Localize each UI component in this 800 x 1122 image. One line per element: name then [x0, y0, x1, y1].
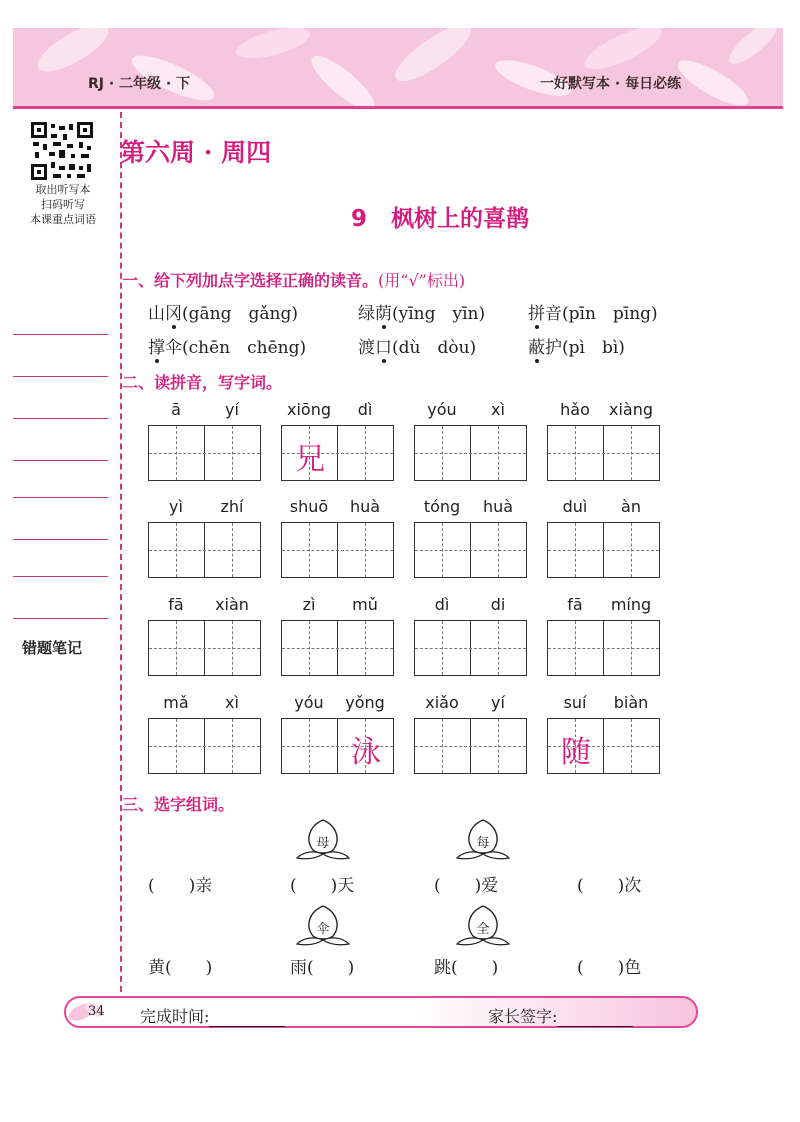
grid-guide: [548, 648, 659, 649]
pronunciation-item[interactable]: [358, 299, 485, 324]
page-number: 34: [88, 1004, 105, 1019]
pinyin-label: xiōng: [287, 400, 331, 419]
writing-grid[interactable]: [414, 620, 527, 676]
pinyin-label: zhí: [220, 497, 244, 516]
writing-grid[interactable]: [547, 620, 660, 676]
writing-grid[interactable]: [414, 425, 527, 481]
sidebar-divider: [120, 112, 122, 1012]
section1-hint: (用“√”标出): [378, 271, 466, 290]
writing-grid[interactable]: [148, 718, 261, 774]
fill-blank-word[interactable]: 黄( ): [148, 958, 213, 978]
pronunciation-item[interactable]: [148, 333, 306, 358]
pinyin-label: huà: [349, 497, 381, 516]
qr-caption-line: 本课重点词语: [30, 213, 96, 226]
pinyin-label: mǎ: [163, 693, 189, 712]
writing-grid[interactable]: [281, 620, 394, 676]
grid-guide: [149, 746, 260, 747]
grid-guide: [149, 648, 260, 649]
fill-blank-word[interactable]: ( )次: [577, 876, 642, 896]
lesson-title: [0, 200, 800, 233]
dotted-char: 冈: [165, 299, 182, 324]
pinyin-label: mǔ: [352, 595, 378, 614]
lesson-name: 枫树上的喜鹊: [391, 206, 529, 232]
dotted-char: 拼: [528, 299, 545, 324]
pinyin-label: ā: [171, 400, 181, 419]
word-char: 山: [148, 304, 165, 324]
note-line: [13, 618, 108, 619]
pinyin-label: tóng: [423, 497, 461, 516]
written-char: 随: [561, 735, 591, 770]
grid-guide: [415, 550, 526, 551]
pronunciation-item[interactable]: [358, 333, 476, 358]
written-char: 泳: [351, 735, 381, 770]
writing-grid[interactable]: [281, 425, 394, 481]
pinyin-label: xì: [225, 693, 239, 712]
section1-heading-text: 一、给下列加点字选择正确的读音。: [122, 271, 379, 290]
petal-pattern: [13, 28, 783, 106]
dotted-char: 荫: [375, 299, 392, 324]
peach-char-icon: [295, 818, 351, 862]
pinyin-options: (pīn pīng): [562, 304, 658, 324]
dotted-char: 口: [375, 333, 392, 358]
writing-grid[interactable]: [414, 522, 527, 578]
pinyin-options: (dù dòu): [392, 338, 477, 358]
pinyin-options: (pì bì): [562, 338, 625, 358]
pinyin-options: (chēn chēng): [182, 338, 307, 358]
grid-guide: [149, 453, 260, 454]
section1-heading: [122, 268, 465, 291]
fill-blank-word[interactable]: ( )色: [577, 958, 642, 978]
word-char: 伞: [165, 338, 182, 358]
dotted-char: 蔽: [528, 333, 545, 358]
note-line: [13, 376, 108, 377]
writing-grid[interactable]: [547, 425, 660, 481]
week-title: 第六周 · 周四: [120, 138, 272, 167]
grid-guide: [415, 648, 526, 649]
pinyin-label: hǎo: [560, 400, 590, 419]
pinyin-label: yóu: [294, 693, 324, 712]
writing-grid[interactable]: [148, 522, 261, 578]
pinyin-label: dì: [434, 595, 450, 614]
grid-guide: [415, 453, 526, 454]
qr-code-icon[interactable]: [31, 122, 93, 180]
pinyin-label: xiàn: [215, 595, 249, 614]
pinyin-label: fā: [567, 595, 583, 614]
pinyin-label: yóu: [427, 400, 457, 419]
pinyin-label: dì: [357, 400, 373, 419]
lesson-number: 9: [350, 206, 367, 232]
pinyin-label: duì: [562, 497, 588, 516]
note-line: [13, 418, 108, 419]
peach-char: 伞: [316, 922, 330, 937]
dotted-char: 撑: [148, 333, 165, 358]
parent-signature-field[interactable]: [557, 1010, 633, 1027]
pronunciation-item[interactable]: [528, 333, 625, 358]
word-char: 绿: [358, 304, 375, 324]
written-char: 兄: [295, 442, 325, 477]
header-banner: [13, 28, 783, 106]
fill-blank-word[interactable]: 雨( ): [290, 958, 355, 978]
fill-blank-word[interactable]: ( )爱: [434, 876, 499, 896]
note-line: [13, 460, 108, 461]
writing-grid[interactable]: [547, 718, 660, 774]
qr-caption-line: 扫码听写: [41, 198, 85, 211]
grid-guide: [282, 550, 393, 551]
error-notes-title: 错题笔记: [22, 639, 83, 657]
peach-char: 母: [316, 836, 330, 851]
fill-blank-word[interactable]: ( )天: [290, 876, 355, 896]
header-series: 一好默写本 · 每日必练: [540, 76, 682, 92]
peach-char-icon: [295, 904, 351, 948]
word-char: 音: [545, 304, 562, 324]
pinyin-options: (yīng yīn): [392, 304, 486, 324]
pinyin-label: di: [490, 595, 506, 614]
completion-time: [140, 1004, 285, 1027]
section3-heading: 三、选字组词。: [122, 795, 235, 814]
completion-time-label: 完成时间:: [140, 1007, 210, 1026]
pinyin-label: shuō: [289, 497, 329, 516]
pinyin-label: yí: [491, 693, 505, 712]
note-line: [13, 497, 108, 498]
pinyin-label: fā: [168, 595, 184, 614]
peach-char: 全: [476, 922, 490, 937]
writing-grid[interactable]: [148, 425, 261, 481]
pronunciation-item[interactable]: [148, 299, 298, 324]
grid-guide: [548, 550, 659, 551]
header-divider: [13, 106, 783, 109]
grid-guide: [282, 648, 393, 649]
note-line: [13, 539, 108, 540]
pinyin-label: yì: [169, 497, 183, 516]
writing-grid[interactable]: [148, 620, 261, 676]
note-line: [13, 334, 108, 335]
pinyin-label: zì: [302, 595, 316, 614]
peach-char-icon: [455, 904, 511, 948]
completion-time-field[interactable]: [209, 1010, 285, 1027]
header-grade: RJ · 二年级 · 下: [88, 76, 191, 92]
pinyin-label: xiàng: [608, 400, 653, 419]
writing-grid[interactable]: [281, 522, 394, 578]
writing-grid[interactable]: [414, 718, 527, 774]
note-line: [13, 576, 108, 577]
pinyin-label: huà: [482, 497, 514, 516]
word-char: 护: [545, 338, 562, 358]
writing-grid[interactable]: [547, 522, 660, 578]
pinyin-label: míng: [610, 595, 652, 614]
fill-blank-word[interactable]: ( )亲: [148, 876, 213, 896]
peach-char-icon: [455, 818, 511, 862]
section2-heading: 二、读拼音，写字词。: [122, 373, 283, 392]
pinyin-label: yí: [225, 400, 239, 419]
grid-guide: [548, 453, 659, 454]
pinyin-label: àn: [621, 497, 641, 516]
fill-blank-word[interactable]: 跳( ): [434, 958, 499, 978]
parent-signature: [488, 1004, 633, 1027]
peach-char: 每: [476, 836, 490, 851]
pinyin-label: yǒng: [345, 693, 385, 712]
pronunciation-item[interactable]: [528, 299, 658, 324]
pinyin-label: biàn: [613, 693, 649, 712]
grid-guide: [149, 550, 260, 551]
word-char: 渡: [358, 338, 375, 358]
pinyin-label: suí: [563, 693, 587, 712]
pinyin-label: xiǎo: [425, 693, 459, 712]
qr-caption-line: 取出听写本: [35, 183, 91, 196]
pinyin-options: (gāng gǎng): [182, 304, 298, 324]
grid-guide: [415, 746, 526, 747]
pinyin-label: xì: [491, 400, 505, 419]
parent-signature-label: 家长签字:: [488, 1007, 558, 1026]
writing-grid[interactable]: [281, 718, 394, 774]
